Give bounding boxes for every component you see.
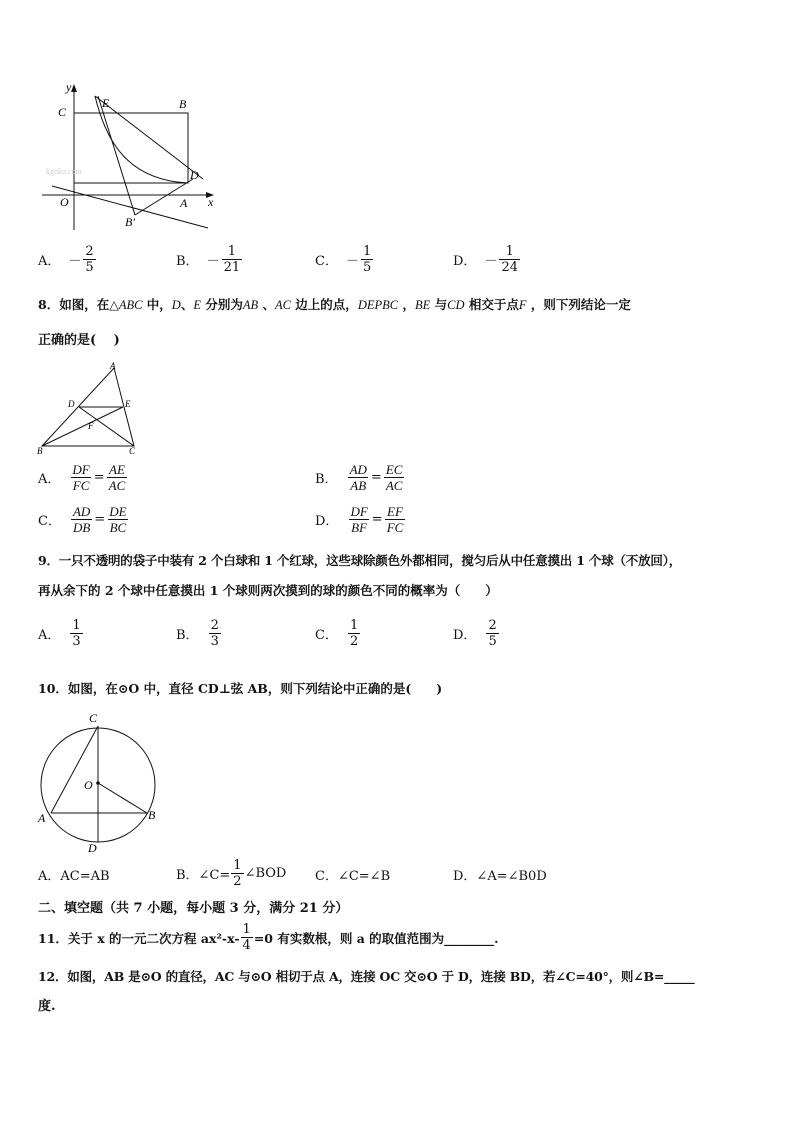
fraction: $\frac{AD}{DB}$ [72,504,91,535]
q7-option-b[interactable]: B． － $\frac{1}{21}$ [176,244,241,275]
fig7-label-e: E [102,96,110,110]
fraction: $\frac{DE}{BC}$ [109,504,127,535]
q7-option-c[interactable]: C． － $\frac{1}{5}$ [315,244,372,275]
fraction: $\frac{1}{4}$ [242,922,251,953]
fraction: $\frac{2}{5}$ [488,618,497,649]
watermark: kgoku.com [46,167,82,176]
fraction: $\frac{AD}{AB}$ [349,462,367,493]
fraction: $\frac{2}{5}$ [85,244,94,275]
fig7-label-x: x [208,195,214,209]
section-title: 二、填空题（共 7 小题，每小题 3 分，满分 21 分） [38,901,349,916]
fig7-label-d: D [190,168,199,182]
q8-option-c[interactable]: C． $\frac{AD}{DB}$ = $\frac{DE}{BC}$ [38,504,127,535]
q9-option-c[interactable]: C． $\frac{1}{2}$ [315,618,359,649]
fig8-label-c: C [129,446,136,456]
q8-question: 8．如图，在△ABC 中，D、E 分别为AB 、AC 边上的点，DEPBC ，BE 与CD 相交于点F ，则下列结论一定 [38,297,631,312]
fraction: $\frac{AE}{AC}$ [108,462,126,493]
fraction: $\frac{1}{2}$ [233,858,242,889]
q9-option-b[interactable]: B． $\frac{2}{3}$ [176,618,219,649]
fig10-label-b: B [148,808,156,822]
q12-question-line1: 12．如图，AB 是⊙O 的直径，AC 与⊙O 相切于点 A，连接 OC 交⊙O 于 D，连接 BD，若∠C=40°，则∠B=_____ [38,969,695,984]
fig8-label-f: F [88,421,94,431]
q8-option-a[interactable]: A． $\frac{DF}{FC}$ = $\frac{AE}{AC}$ [38,462,126,493]
q9-option-a[interactable]: A． $\frac{1}{3}$ [38,618,81,649]
fig10-label-o: O [84,778,93,792]
fraction: $\frac{EF}{FC}$ [386,504,404,535]
q10-question: 10．如图，在⊙O 中，直径 CD⊥弦 AB，则下列结论中正确的是( ) [38,681,443,696]
fraction: $\frac{DF}{BF}$ [350,504,368,535]
q11-question: 11．关于 x 的一元二次方程 ax²-x- $\frac{1}{4}$ =0 有实数根，则 a 的取值范围为________. [38,922,499,953]
fraction: $\frac{1}{3}$ [72,618,81,649]
fig10-label-a: A [38,811,46,825]
fig7-label-bprime: B′ [125,215,135,229]
fig7-label-o: O [60,195,69,209]
q8-question-line2: 正确的是( ) [38,333,120,348]
fig7-label-a: A [180,196,188,210]
fig10-label-c: C [89,711,98,725]
q10-option-b[interactable]: B．∠C= $\frac{1}{2}$ ∠BOD [176,858,287,889]
q8-option-d[interactable]: D． $\frac{DF}{BF}$ = $\frac{EF}{FC}$ [315,504,404,535]
fig7-label-c: C [58,105,67,119]
q9-question-line1: 9．一只不透明的袋子中装有 2 个白球和 1 个红球，这些球除颜色外都相同，搅匀后从中任意摸出 1 个球（不放回）， [38,553,682,568]
q10-option-c[interactable]: C．∠C=∠B [315,869,391,884]
fraction: $\frac{2}{3}$ [210,618,219,649]
fraction: $\frac{DF}{FC}$ [72,462,90,493]
fraction: $\frac{1}{21}$ [223,244,241,275]
q10-option-d[interactable]: D．∠A=∠B0D [453,869,547,884]
q9-option-d[interactable]: D． $\frac{2}{5}$ [453,618,497,649]
fig7-label-y: y [66,82,72,94]
fraction: $\frac{1}{2}$ [349,618,359,649]
q12-question-line2: 度. [38,999,56,1014]
fraction: $\frac{EC}{AC}$ [385,462,403,493]
fig8-label-d: D [68,399,75,409]
q7-option-a[interactable]: A． － $\frac{2}{5}$ [38,244,94,275]
q8-figure [36,360,140,456]
q10-figure [34,708,162,858]
q7-option-d[interactable]: D． － $\frac{1}{24}$ [453,244,518,275]
q7-figure [38,82,218,234]
fig8-label-b: B [37,446,43,456]
fraction: $\frac{1}{5}$ [362,244,372,275]
fraction: $\frac{1}{24}$ [501,244,518,275]
q10-option-a[interactable]: A．AC=AB [38,869,110,884]
fig8-label-a: A [110,361,116,371]
fig10-label-d: D [88,841,97,855]
q9-question-line2: 再从余下的 2 个球中任意摸出 1 个球则两次摸到的球的颜色不同的概率为（ ） [38,583,498,598]
q8-option-b[interactable]: B． $\frac{AD}{AB}$ = $\frac{EC}{AC}$ [315,462,403,493]
fig7-label-b: B [179,97,187,111]
fig8-label-e: E [125,399,131,409]
